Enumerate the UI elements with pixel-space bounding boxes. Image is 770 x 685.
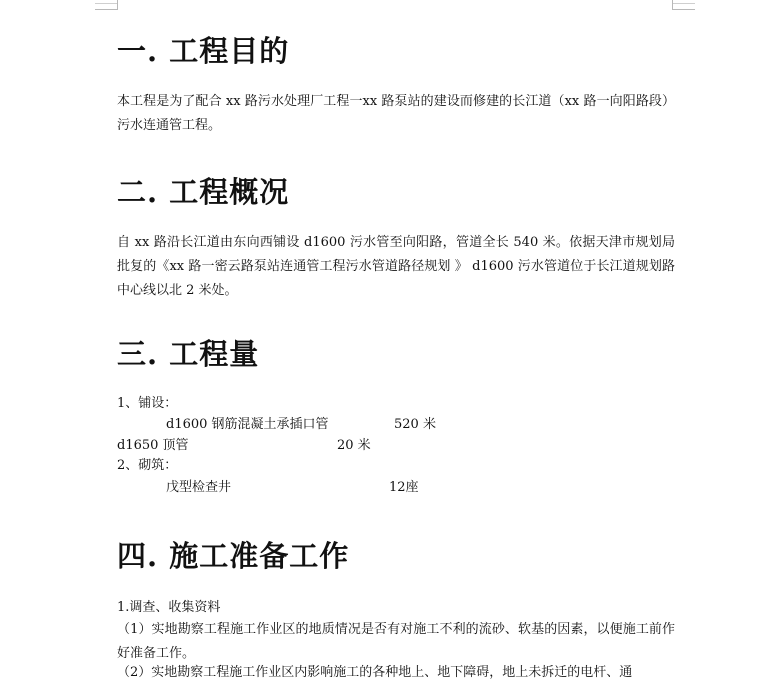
section-heading-2: 二. 工程概况 [117, 175, 290, 209]
masonry-label: 2、砌筑： [117, 458, 178, 473]
pipe1-name: d1600 钢筋混凝土承插口管 [166, 417, 329, 432]
section-4-paragraph-1: （1）实地勘察工程施工作业区的地质情况是否有对施工不利的流砂、软基的因素，以便施工前作好准备工作。 [117, 622, 675, 661]
well-quantity: 12座 [389, 480, 419, 495]
section-4-paragraph-2: （2）实地勘察工程施工作业区内影响施工的各种地上、地下障碍，地上未拆迁的电杆、通 [117, 665, 633, 680]
crop-mark-top-right [672, 0, 695, 10]
section-4-subheading: 1.调查、收集资料 [117, 600, 221, 615]
section-1-paragraph: 本工程是为了配合 xx 路污水处理厂工程一xx 路泵站的建设而修建的长江道（xx 路一向阳路段）污水连通管工程。 [117, 94, 675, 133]
section-2-paragraph: 自 xx 路沿长江道由东向西铺设 d1600 污水管至向阳路，管道全长 540 米。依据天津市规划局批复的《xx 路一密云路泵站连通管工程污水管道路径规划 》 d1600 污水管道位于长江道规划路中心线以北 2 米处。 [117, 235, 675, 298]
crop-mark-top-left [95, 0, 118, 10]
section-heading-4: 四. 施工准备工作 [117, 539, 350, 573]
well-name: 戊型检查井 [166, 480, 232, 495]
pipe2-quantity: 20 米 [337, 438, 371, 453]
section-heading-1: 一. 工程目的 [117, 34, 290, 68]
section-heading-3: 三. 工程量 [117, 337, 260, 371]
pipe1-quantity: 520 米 [394, 417, 436, 432]
pipe2-name: d1650 顶管 [117, 438, 189, 453]
laying-label: 1、铺设： [117, 396, 178, 411]
